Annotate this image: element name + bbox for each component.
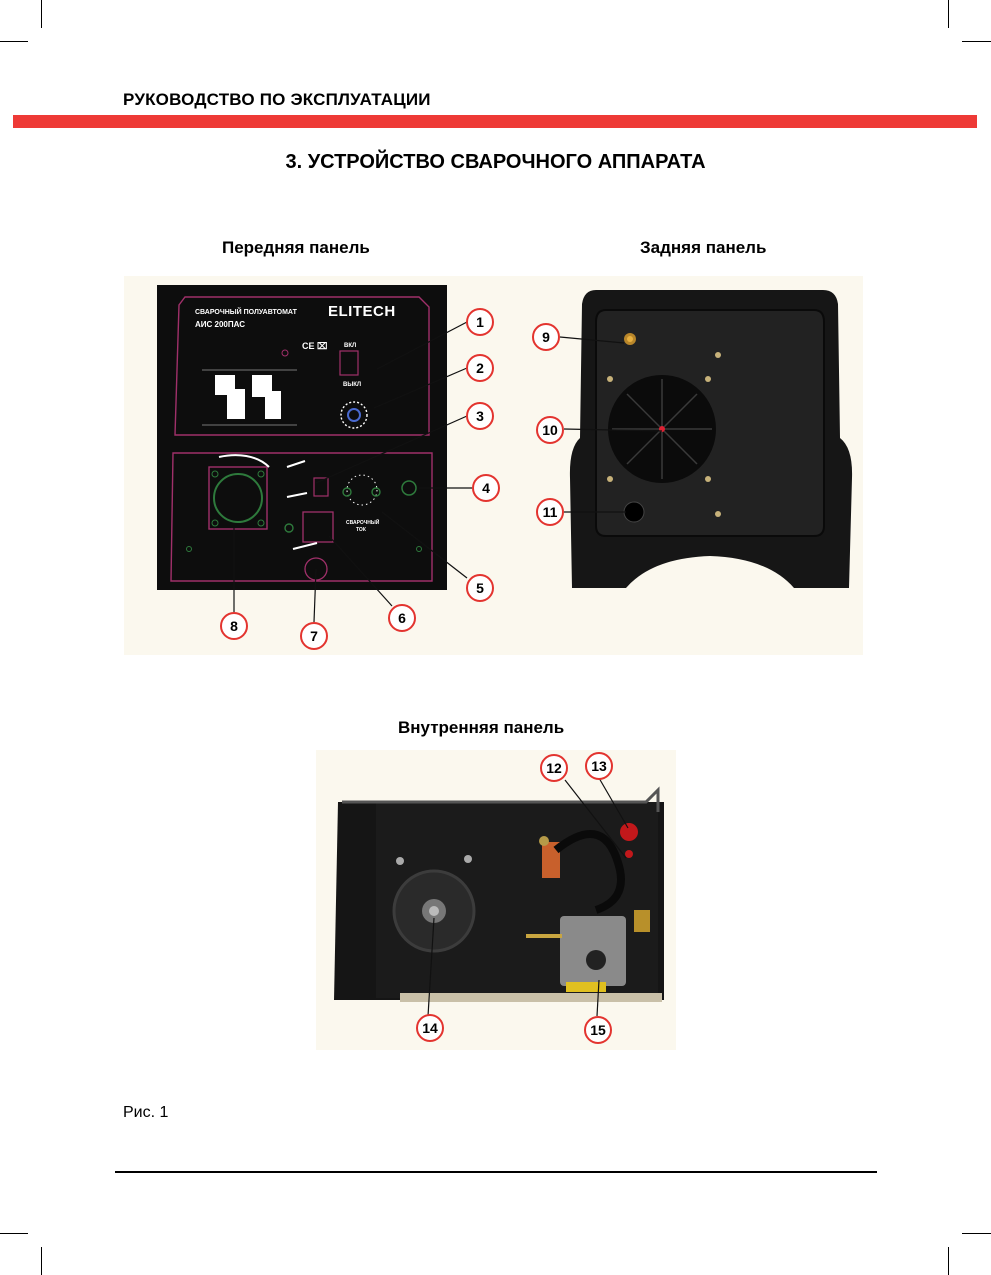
front-model-line2: АИС 200ПАС [195,320,245,329]
front-on-label: ВКЛ [344,343,357,349]
footer-rule [115,1171,877,1173]
crop-mark [948,0,949,28]
callout-5: 5 [466,574,494,602]
callout-4: 4 [472,474,500,502]
callout-9: 9 [532,323,560,351]
callout-15: 15 [584,1016,612,1044]
inner-panel-label: Внутренняя панель [398,718,565,737]
crop-mark [948,1247,949,1275]
leader-lines-inner [316,750,676,1050]
front-current-label-2: ТОК [356,527,366,533]
leader-lines-front [124,276,863,655]
callout-12: 12 [540,754,568,782]
front-brand-logo: ELITECH [328,303,396,320]
crop-mark [962,41,991,42]
front-panel-label: Передняя панель [222,238,370,257]
callout-7: 7 [300,622,328,650]
rear-panel-label: Задняя панель [640,238,767,257]
callout-6: 6 [388,604,416,632]
callout-13: 13 [585,752,613,780]
callout-11: 11 [536,498,564,526]
front-current-label-1: СВАРОЧНЫЙ [346,520,380,526]
crop-mark [962,1233,991,1234]
crop-mark [41,1247,42,1275]
front-off-label: ВЫКЛ [343,382,362,388]
manual-header: РУКОВОДСТВО ПО ЭКСПЛУАТАЦИИ [123,90,431,109]
crop-mark [41,0,42,28]
section-title: 3. УСТРОЙСТВО СВАРОЧНОГО АППАРАТА [285,151,706,173]
front-marks: CE ⌧ [302,341,328,351]
callout-10: 10 [536,416,564,444]
crop-mark [0,41,28,42]
front-model-line1: СВАРОЧНЫЙ ПОЛУАВТОМАТ [195,309,297,316]
callout-3: 3 [466,402,494,430]
callout-8: 8 [220,612,248,640]
header-bar [13,115,977,128]
callout-1: 1 [466,308,494,336]
callout-2: 2 [466,354,494,382]
figure-caption: Рис. 1 [123,1104,169,1121]
crop-mark [0,1233,28,1234]
callout-14: 14 [416,1014,444,1042]
